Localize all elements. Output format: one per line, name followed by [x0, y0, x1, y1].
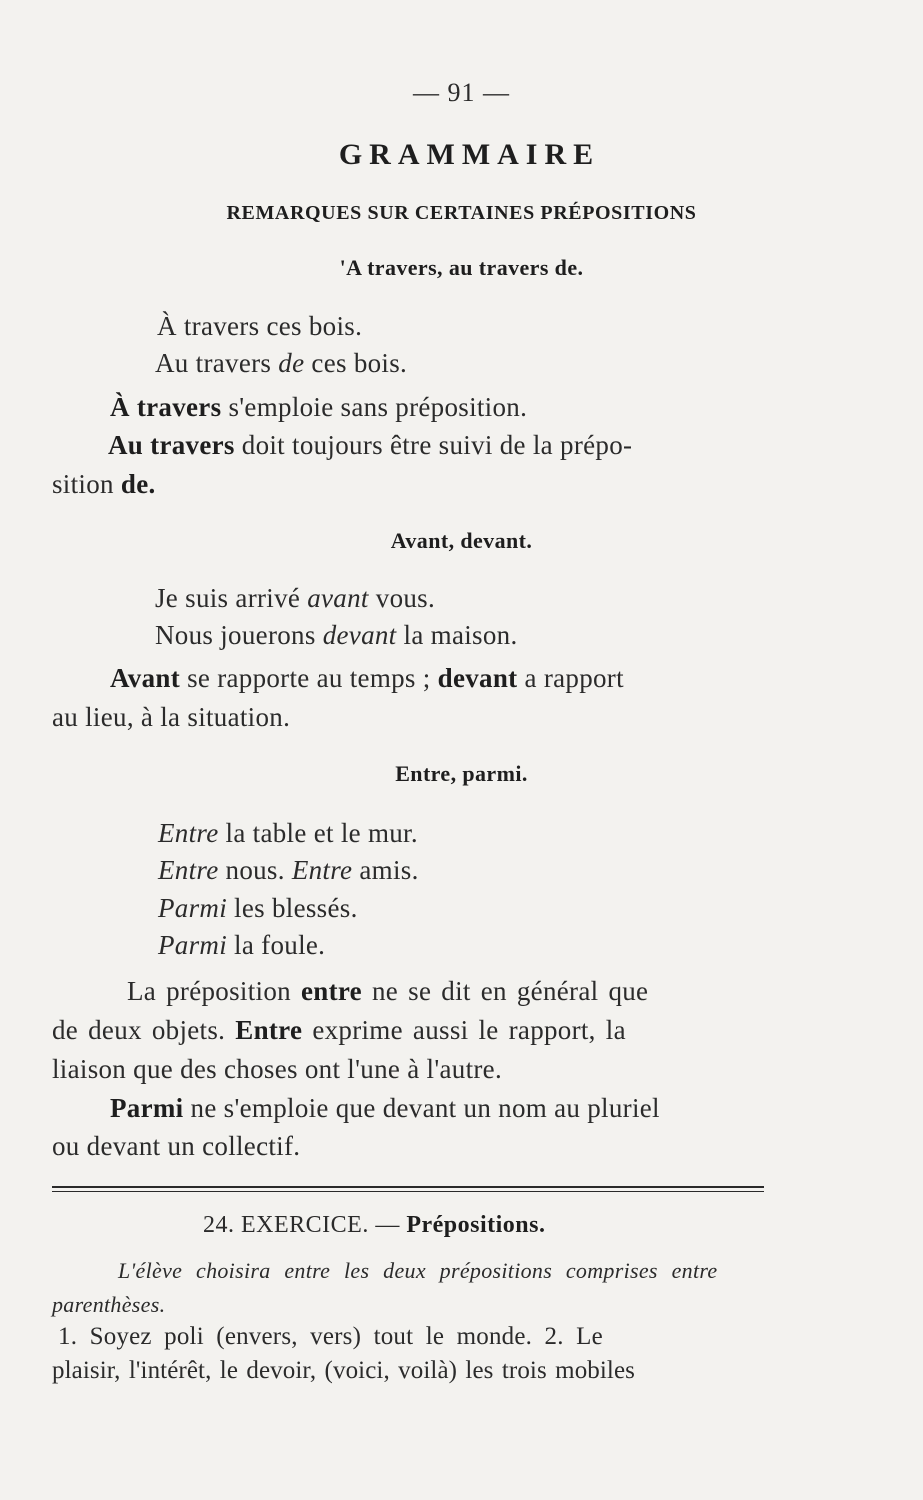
exercise-instruction: parenthèses. — [52, 1292, 166, 1317]
divider-rule — [52, 1191, 764, 1192]
paragraph-text: liaison que des choses ont l'une à l'autre. — [52, 1054, 503, 1084]
rule-text: se rapporte au temps ; — [180, 663, 438, 693]
example-text: ces bois. — [304, 348, 408, 378]
exercise-label: EXERCICE. — — [234, 1212, 407, 1238]
example-text: la foule. — [227, 930, 326, 960]
paragraph-line — [52, 1133, 300, 1160]
exercise-heading — [203, 1213, 546, 1237]
example-text: la table et le mur. — [218, 818, 418, 848]
rule-line-continued — [52, 704, 290, 731]
exercise-number: 24. — [203, 1212, 235, 1238]
paragraph-line — [127, 978, 648, 1005]
example-text: À travers ces bois. — [157, 311, 363, 341]
divider-rule — [52, 1186, 764, 1188]
example-line — [158, 820, 418, 847]
exercise-line: plaisir, l'intérêt, le devoir, (voici, voilà) les trois mobiles — [52, 1357, 636, 1384]
paragraph-line — [110, 1095, 660, 1122]
example-italic: Parmi — [158, 893, 227, 923]
section-heading-avant-devant: Avant, devant. — [390, 528, 533, 553]
paragraph-keyword: Entre — [235, 1015, 303, 1045]
example-line — [158, 932, 325, 959]
rule-keyword: devant — [437, 663, 518, 693]
page-number: — 91 — — [413, 78, 510, 107]
rule-line — [110, 394, 527, 421]
rule-text: doit toujours être suivi de la prépo- — [234, 430, 633, 460]
page-subtitle: REMARQUES SUR CERTAINES PRÉPOSITIONS — [226, 202, 697, 224]
example-line — [155, 585, 435, 612]
example-text: Je suis arrivé — [155, 583, 308, 613]
example-text: nous. — [218, 855, 292, 885]
page-title: GRAMMAIRE — [338, 138, 601, 171]
example-italic: devant — [322, 620, 397, 650]
paragraph-text: La préposition — [127, 976, 301, 1006]
example-text: Au travers — [155, 348, 279, 378]
rule-keyword: Avant — [110, 663, 181, 693]
rule-keyword: de. — [120, 469, 156, 499]
rule-line — [110, 665, 624, 692]
rule-text: sition — [52, 469, 121, 499]
paragraph-text: ne se dit en général que — [361, 976, 649, 1006]
example-text: les blessés. — [227, 893, 358, 923]
paragraph-keyword: entre — [300, 976, 362, 1006]
exercise-line: 1. Soyez poli (envers, vers) tout le monde. 2. Le — [58, 1323, 603, 1350]
paragraph-keyword: Parmi — [110, 1093, 184, 1123]
example-text: Nous jouerons — [155, 620, 323, 650]
example-italic: de — [278, 348, 305, 378]
example-line — [157, 313, 362, 340]
example-italic: Entre — [291, 855, 353, 885]
rule-line-continued — [52, 471, 156, 498]
example-italic: avant — [307, 583, 369, 613]
example-text: vous. — [368, 583, 436, 613]
example-line — [155, 350, 407, 377]
example-line — [158, 857, 419, 884]
exercise-instruction: L'élève choisira entre les deux prépositions comprises entre — [118, 1258, 718, 1283]
section-heading-entre-parmi: Entre, parmi. — [395, 761, 528, 786]
example-text: amis. — [352, 855, 419, 885]
example-text: la maison. — [396, 620, 518, 650]
paragraph-line — [52, 1017, 626, 1044]
paragraph-text: ou devant un collectif. — [52, 1131, 301, 1161]
example-italic: Entre — [158, 855, 219, 885]
section-heading-a-travers: 'A travers, au travers de. — [339, 255, 584, 280]
paragraph-text: ne s'emploie que devant un nom au pluriel — [183, 1093, 660, 1123]
rule-keyword: Au travers — [108, 430, 235, 460]
rule-text: a rapport — [517, 663, 624, 693]
example-line — [158, 895, 358, 922]
example-line — [155, 622, 518, 649]
rule-text: au lieu, à la situation. — [52, 702, 291, 732]
example-italic: Entre — [158, 818, 219, 848]
rule-line — [108, 432, 632, 459]
paragraph-text: exprime aussi le rapport, la — [302, 1015, 626, 1045]
paragraph-text: de deux objets. — [52, 1015, 236, 1045]
rule-text: s'emploie sans préposition. — [221, 392, 528, 422]
example-italic: Parmi — [158, 930, 227, 960]
rule-keyword: À travers — [110, 392, 222, 422]
paragraph-line — [52, 1056, 502, 1083]
exercise-title: Prépositions. — [406, 1212, 546, 1238]
